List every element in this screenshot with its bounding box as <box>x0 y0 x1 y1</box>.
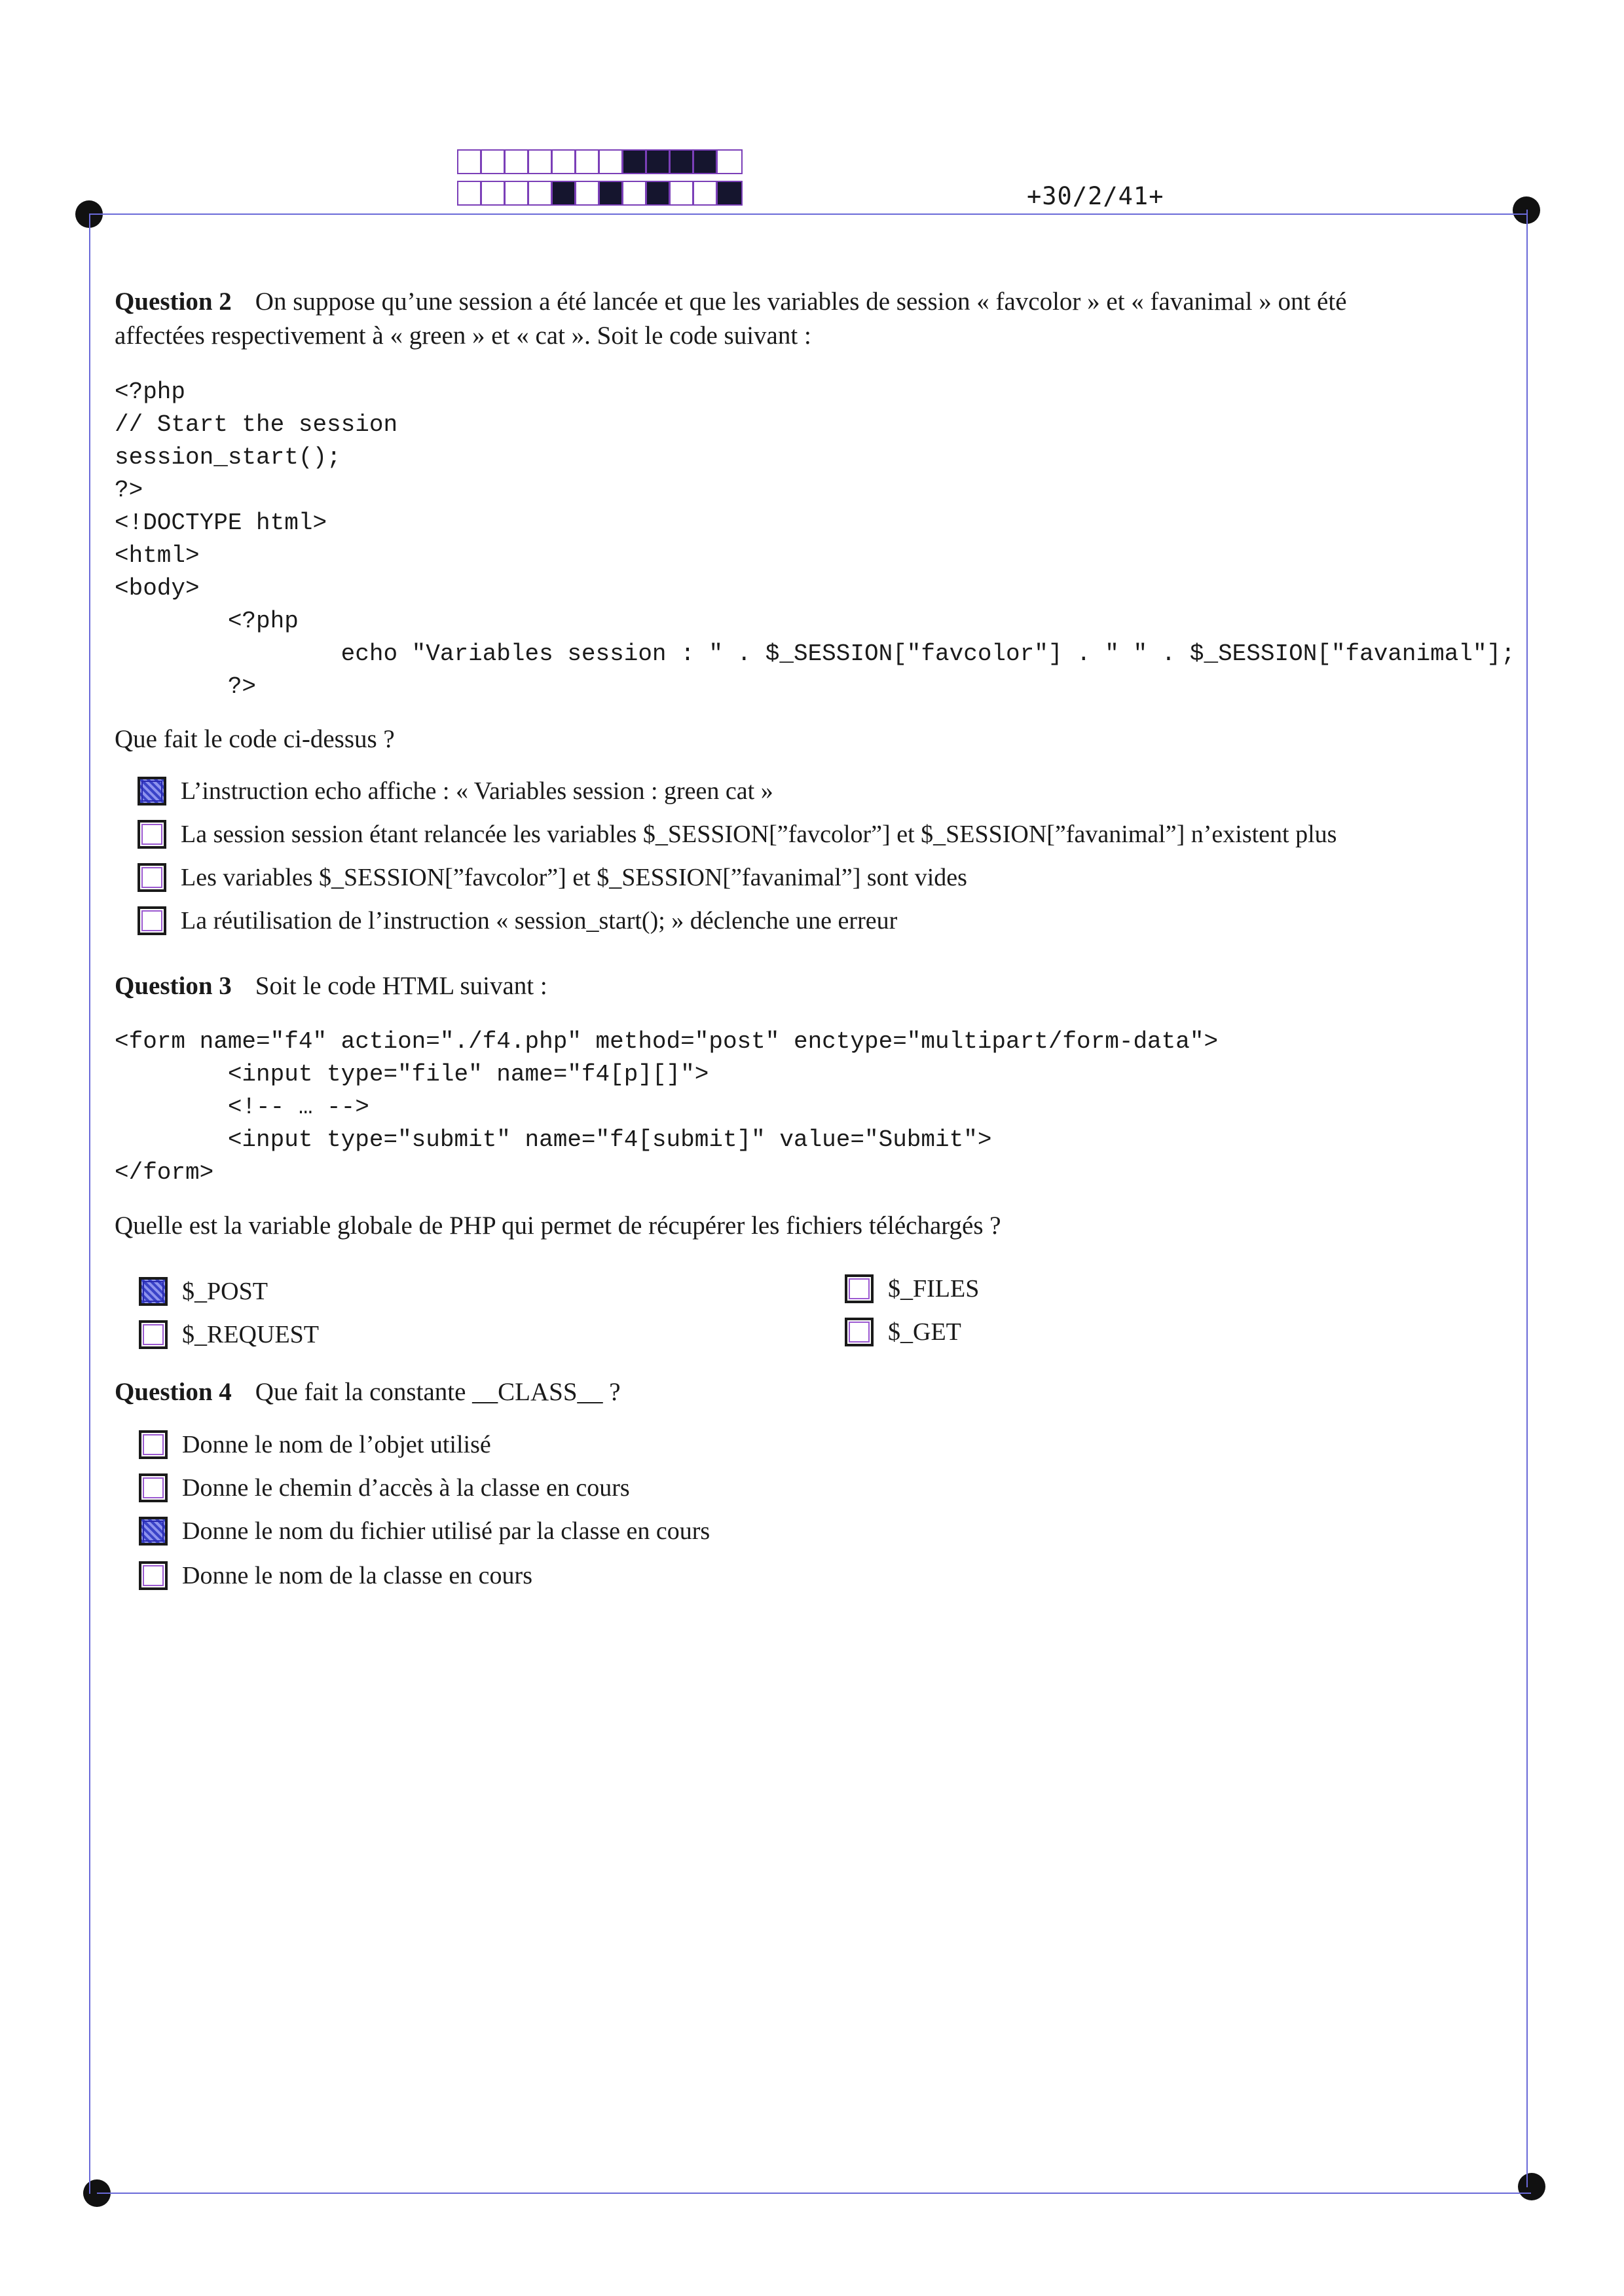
q2-answer-4-text: La réutilisation de l’instruction « session_start(); » déclenche une erreur <box>181 907 898 935</box>
q3-answer-4-text: $_GET <box>888 1318 961 1346</box>
q2-answer-1[interactable] <box>138 777 773 805</box>
q4-answer-3-text: Donne le nom du fichier utilisé par la classe en cours <box>182 1517 710 1545</box>
q4-answer-1[interactable] <box>139 1430 491 1459</box>
q3-checkbox-3[interactable] <box>845 1274 874 1303</box>
page-code: +30/2/41+ <box>1027 182 1164 210</box>
q3-answer-1[interactable] <box>139 1277 268 1306</box>
q2-answer-2[interactable] <box>138 820 1337 849</box>
question-2-text-line2: affectées respectivement à « green » et « cat ». Soit le code suivant : <box>115 322 811 350</box>
question-2-text-line1: On suppose qu’une session a été lancée et que les variables de session « favcolor » et « favanimal » ont été <box>255 287 1347 316</box>
q2-answer-3-text: Les variables $_SESSION[”favcolor”] et $_SESSION[”favanimal”] sont vides <box>181 864 967 891</box>
q3-answer-3[interactable] <box>845 1274 979 1303</box>
question-3-code: <form name="f4" action="./f4.php" method="post" enctype="multipart/form-data"> <input type="file" name="f4[p][]"> <!-- … --> <input type="submit" name="f4[submit]" value="Submit"> </form> <box>115 1028 1219 1186</box>
question-3-prompt: Quelle est la variable globale de PHP qui permet de récupérer les fichiers téléchargés ? <box>115 1212 1001 1240</box>
frame-bottom <box>97 2193 1531 2194</box>
q4-answer-4[interactable] <box>139 1561 532 1590</box>
q4-answer-2-text: Donne le chemin d’accès à la classe en cours <box>182 1474 630 1502</box>
q3-checkbox-1[interactable] <box>139 1277 168 1306</box>
id-code-row-1 <box>457 149 743 174</box>
q3-answer-1-text: $_POST <box>182 1278 268 1305</box>
registration-dot-bottom-right <box>1518 2173 1545 2200</box>
q2-answer-2-text: La session session étant relancée les variables $_SESSION[”favcolor”] et $_SESSION[”favanimal”] n’existent plus <box>181 821 1337 848</box>
question-4 <box>115 1375 621 1409</box>
q4-checkbox-2[interactable] <box>139 1473 168 1502</box>
q2-checkbox-2[interactable] <box>138 820 166 849</box>
frame-right <box>1526 210 1528 2187</box>
question-3-label: Question 3 <box>115 972 232 1000</box>
q3-answer-3-text: $_FILES <box>888 1275 980 1303</box>
q4-checkbox-4[interactable] <box>139 1561 168 1590</box>
q4-answer-2[interactable] <box>139 1473 630 1502</box>
q2-checkbox-1[interactable] <box>138 777 166 805</box>
q3-checkbox-4[interactable] <box>845 1318 874 1346</box>
q3-answer-2-text: $_REQUEST <box>182 1321 319 1348</box>
q2-answer-3[interactable] <box>138 863 967 892</box>
q3-answer-2[interactable] <box>139 1320 319 1349</box>
q4-answer-1-text: Donne le nom de l’objet utilisé <box>182 1431 491 1458</box>
q2-answer-4[interactable] <box>138 906 897 935</box>
question-2-prompt: Que fait le code ci-dessus ? <box>115 725 395 753</box>
q2-checkbox-4[interactable] <box>138 906 166 935</box>
question-3 <box>115 969 547 1003</box>
q4-answer-4-text: Donne le nom de la classe en cours <box>182 1562 532 1589</box>
q3-answer-4[interactable] <box>845 1318 961 1346</box>
question-2-label: Question 2 <box>115 287 232 316</box>
q3-checkbox-2[interactable] <box>139 1320 168 1349</box>
q2-answer-1-text: L’instruction echo affiche : « Variables session : green cat » <box>181 777 773 805</box>
question-2-code: <?php // Start the session session_start(); ?> <!DOCTYPE html> <html> <body> <?php echo "Variables session : " . $_SESSION["favcolor"] . " " . $_SESSION["favanimal"]; ?> <box>115 379 1515 700</box>
q4-checkbox-3[interactable] <box>139 1517 168 1546</box>
q4-answer-3[interactable] <box>139 1517 710 1546</box>
question-4-label: Question 4 <box>115 1378 232 1406</box>
q4-checkbox-1[interactable] <box>139 1430 168 1459</box>
question-3-text: Soit le code HTML suivant : <box>255 972 547 1000</box>
id-code-row-2 <box>457 181 743 206</box>
frame-top <box>89 213 1526 215</box>
q2-checkbox-3[interactable] <box>138 863 166 892</box>
question-4-text: Que fait la constante __CLASS__ ? <box>255 1378 621 1406</box>
frame-left <box>89 213 90 2194</box>
question-2 <box>115 285 1503 353</box>
